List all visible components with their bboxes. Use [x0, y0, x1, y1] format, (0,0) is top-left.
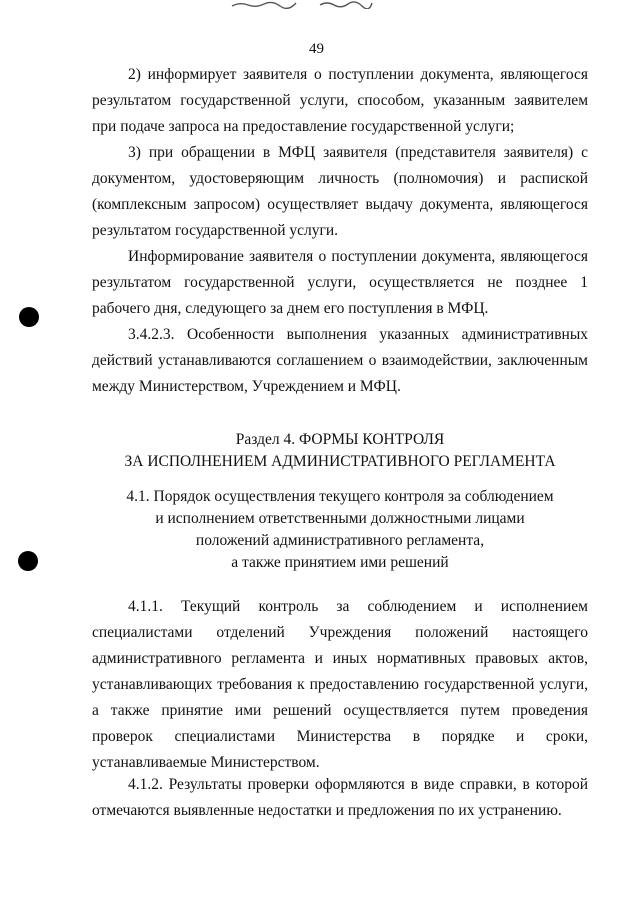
scan-artifact — [318, 0, 374, 9]
section-heading — [92, 429, 588, 473]
subsection-heading-line: а также принятием ими решений — [231, 554, 449, 571]
section-heading-line: ЗА ИСПОЛНЕНИЕМ АДМИНИСТРАТИВНОГО РЕГЛАМЕНТА — [124, 453, 556, 470]
subsection-heading-line: положений административного регламента, — [195, 532, 485, 549]
paragraph: 2) информирует заявителя о поступлении документа, являющегося результатом государственной услуги, способом, указанным заявителем при подаче запроса на предоставление государственной услуги; — [92, 66, 588, 135]
subsection-heading-line: 4.1. Порядок осуществления текущего контроля за соблюдением — [126, 488, 554, 505]
page-number: 49 — [309, 41, 324, 57]
punch-hole — [19, 307, 39, 327]
subsection-heading — [92, 486, 588, 574]
punch-hole — [18, 551, 38, 571]
paragraph: 3.4.2.3. Особенности выполнения указанных административных действий устанавливаются соглашением о взаимодействии, заключенным между Министерством, Учреждением и МФЦ. — [92, 326, 588, 395]
subsection-heading-line: и исполнением ответственными должностными лицами — [155, 510, 525, 527]
paragraph: Информирование заявителя о поступлении документа, являющегося результатом государственной услуги, осуществляется не позднее 1 рабочего дня, следующего за днем его поступления в МФЦ. — [92, 248, 588, 317]
paragraph: 3) при обращении в МФЦ заявителя (представителя заявителя) с документом, удостоверяющим личность (полномочия) и распиской (комплексным запросом) осуществляет выдачу документа, являющегося результатом государственной услуги. — [92, 144, 588, 239]
scan-artifact — [230, 0, 298, 9]
section-heading-line: Раздел 4. ФОРМЫ КОНТРОЛЯ — [235, 431, 445, 448]
paragraph: 4.1.1. Текущий контроль за соблюдением и исполнением специалистами отделений Учреждения положений настоящего административного регламента и иных нормативных правовых актов, устанавливающих требования к предоставлению государственной услуги, а также принятие ими решений осуществляется путем проведения проверок специалистами Министерства в порядке и сроки, устанавливаемые Министерством. — [92, 598, 588, 771]
paragraph: 4.1.2. Результаты проверки оформляются в виде справки, в которой отмечаются выявленные недостатки и предложения по их устранению. — [92, 776, 588, 819]
